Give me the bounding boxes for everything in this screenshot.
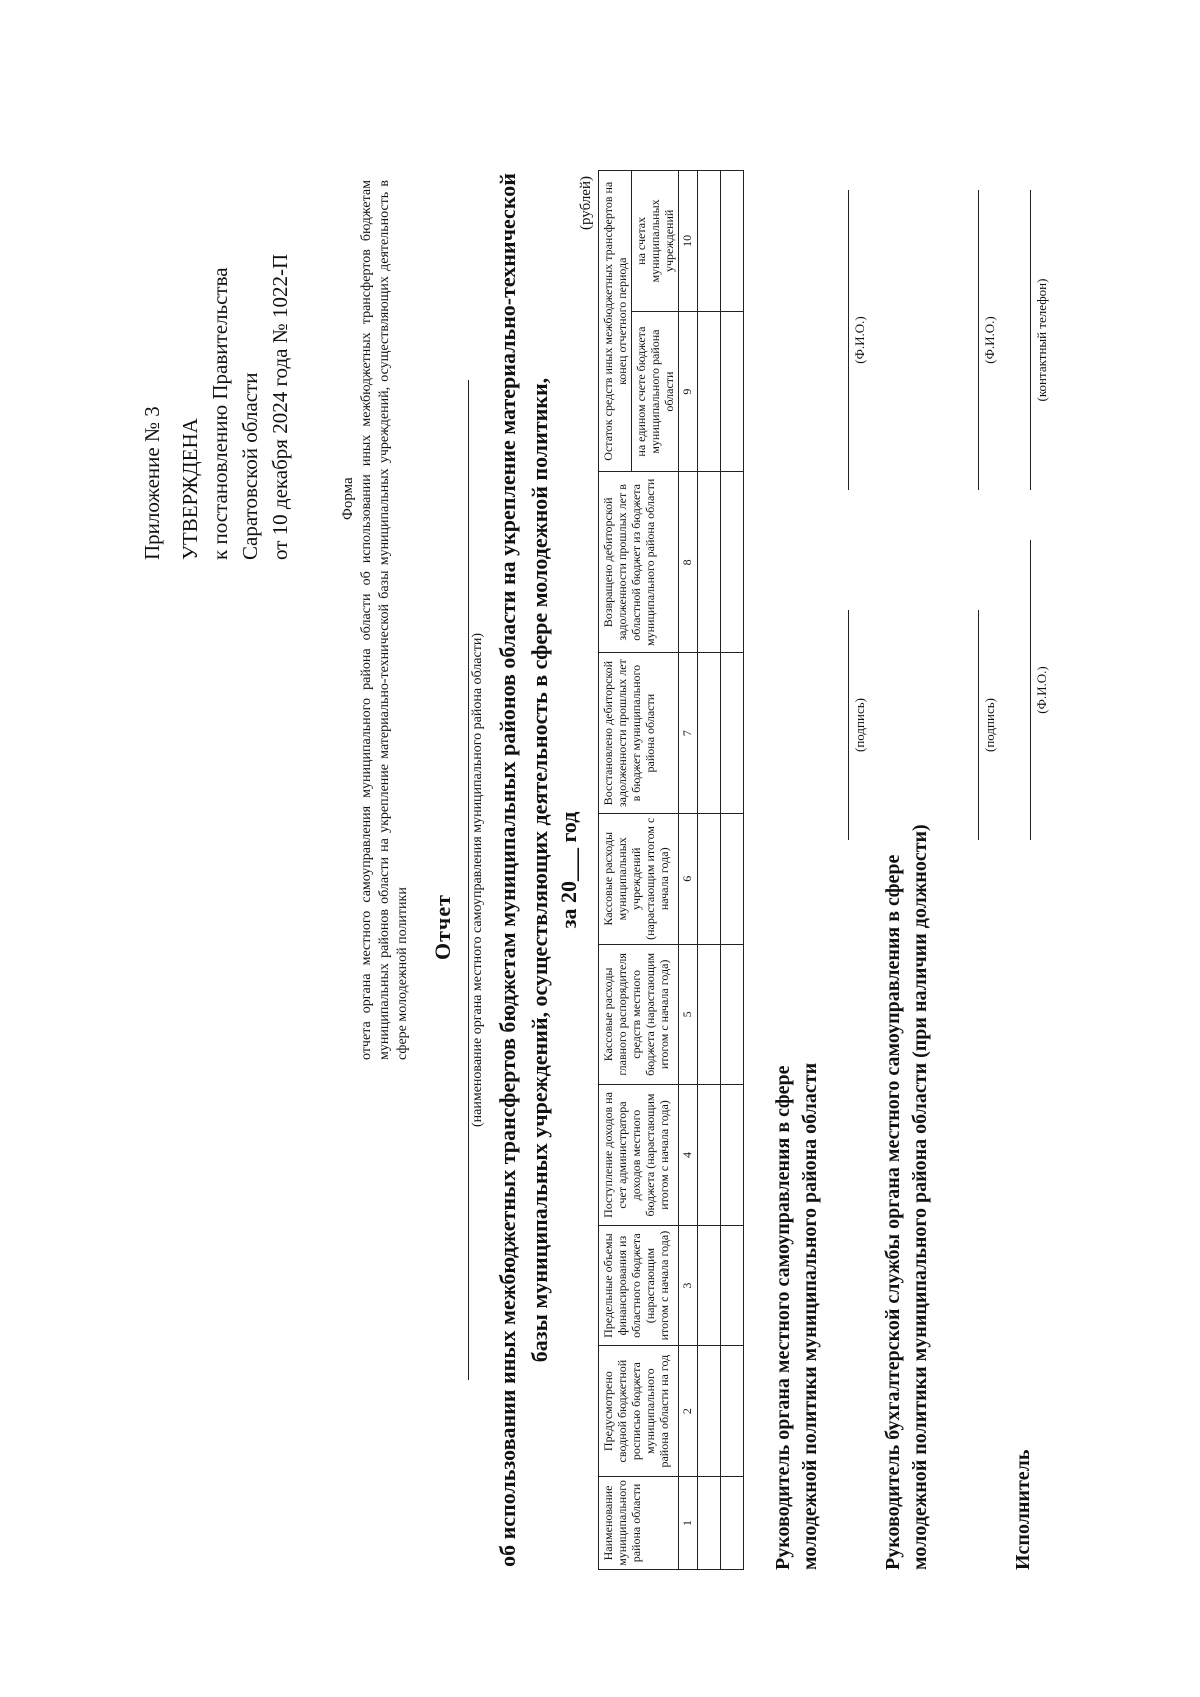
executor-name-line <box>1030 540 1031 840</box>
table-cell <box>721 1085 744 1226</box>
column-header: Предусмотрено сводной бюджетной росписью бюджета муниципального района области на год <box>599 1346 679 1477</box>
resolution-date-number: от 10 декабря 2024 года № 1022-П <box>268 253 292 560</box>
report-title: Отчет <box>430 894 455 960</box>
accountant-name-line <box>978 190 979 490</box>
executor-name-caption: (Ф.И.О.) <box>1034 666 1049 714</box>
main-title: об использовании иных межбюджетных трансфертов бюджетам муниципальных районов области на укрепление материально-технической базы муниципальных учреждений, осуществляющих деятельность в сфере молодежной политики, <box>495 173 552 1567</box>
column-header: Восстановлено дебиторской задолженности прошлых лет в бюджет муниципального района области <box>599 653 679 814</box>
column-header: Наименование муниципального района области <box>599 1476 679 1569</box>
form-description: отчета органа местного самоуправления муниципального района области об использовании иных межбюджетных трансфертов бюджетам муниципальных районов области на укрепление материально-технической базы муниципальных учреждений, осуществляющих деятельность в сфере молодежной политики <box>359 180 410 1060</box>
table-number-row <box>679 171 698 1570</box>
table-cell <box>721 472 744 653</box>
head-signature-caption: (подпись) <box>852 698 867 752</box>
table-cell <box>721 311 744 472</box>
head-signature-label: Руководитель органа местного самоуправления в сфере молодежной политики муниципального района области <box>772 1062 821 1570</box>
table-cell <box>698 1085 721 1226</box>
table-row <box>698 171 721 1570</box>
table-cell <box>698 311 721 472</box>
form-label: Форма <box>340 477 356 520</box>
table-cell <box>721 1476 744 1569</box>
column-number: 5 <box>679 944 698 1085</box>
column-number: 3 <box>679 1225 698 1346</box>
org-name-caption: (наименование органа местного самоуправления муниципального района области) <box>470 632 485 1128</box>
column-header: Кассовые расходы главного распорядителя средств местного бюджета (нарастающим итогом с начала года) <box>599 944 679 1085</box>
column-number: 10 <box>679 171 698 312</box>
table-cell <box>721 171 744 312</box>
group-header: Остаток средств иных межбюджетных трансфертов на конец отчетного периода <box>599 171 632 472</box>
table-cell <box>698 171 721 312</box>
head-name-caption: (Ф.И.О.) <box>852 316 867 364</box>
approved-label: УТВЕРЖДЕНА <box>178 418 202 560</box>
accountant-signature-line <box>978 610 979 840</box>
executor-phone-caption: (контактный телефон) <box>1034 278 1049 402</box>
table-cell <box>698 472 721 653</box>
accountant-name-caption: (Ф.И.О.) <box>982 316 997 364</box>
report-table <box>598 170 744 1570</box>
table-cell <box>721 1346 744 1477</box>
head-name-line <box>848 190 849 490</box>
table-cell <box>698 1346 721 1477</box>
table-cell <box>698 1476 721 1569</box>
column-header: Предельные объемы финансирования из областного бюджета (нарастающим итогом с начала года) <box>599 1225 679 1346</box>
column-number: 4 <box>679 1085 698 1226</box>
appendix-label: Приложение № 3 <box>140 406 164 560</box>
table-cell <box>721 813 744 944</box>
table-cell <box>698 944 721 1085</box>
table-cell <box>721 653 744 814</box>
table-cell <box>698 813 721 944</box>
column-header: Возвращено дебиторской задолженности прошлых лет в областной бюджет из бюджета муниципального района области <box>599 472 679 653</box>
column-header: Поступление доходов на счет администратора доходов местного бюджета (нарастающим итогом с начала года) <box>599 1085 679 1226</box>
executor-phone-line <box>1030 190 1031 490</box>
column-number: 2 <box>679 1346 698 1477</box>
column-number: 7 <box>679 653 698 814</box>
table-header-row <box>599 171 632 1570</box>
column-number: 9 <box>679 311 698 472</box>
rotated-sheet <box>120 160 880 1580</box>
year-line: за 20___ год <box>556 811 581 929</box>
sub-header: на счетах муниципальных учреждений <box>632 171 679 312</box>
column-number: 6 <box>679 813 698 944</box>
accountant-signature-caption: (подпись) <box>982 698 997 752</box>
sub-header: на едином счете бюджета муниципального района области <box>632 311 679 472</box>
table-row <box>721 171 744 1570</box>
column-header: Кассовые расходы муниципальных учреждений (нарастающим итогом с начала года) <box>599 813 679 944</box>
column-number: 8 <box>679 472 698 653</box>
region-label: Саратовской области <box>238 372 262 560</box>
org-name-line <box>468 380 469 1380</box>
accountant-signature-label: Руководитель бухгалтерской службы органа местного самоуправления в сфере молодежной политики муниципального района области (при наличии должности) <box>882 824 931 1570</box>
head-signature-line <box>848 610 849 840</box>
table-cell <box>721 1225 744 1346</box>
table-cell <box>698 653 721 814</box>
currency-note: (рублей) <box>578 176 594 231</box>
column-number: 1 <box>679 1476 698 1569</box>
table-cell <box>721 944 744 1085</box>
table-cell <box>698 1225 721 1346</box>
executor-label: Исполнитель <box>1012 1449 1034 1570</box>
resolution-label: к постановлению Правительства <box>208 267 232 560</box>
signature-area <box>880 160 1140 1580</box>
